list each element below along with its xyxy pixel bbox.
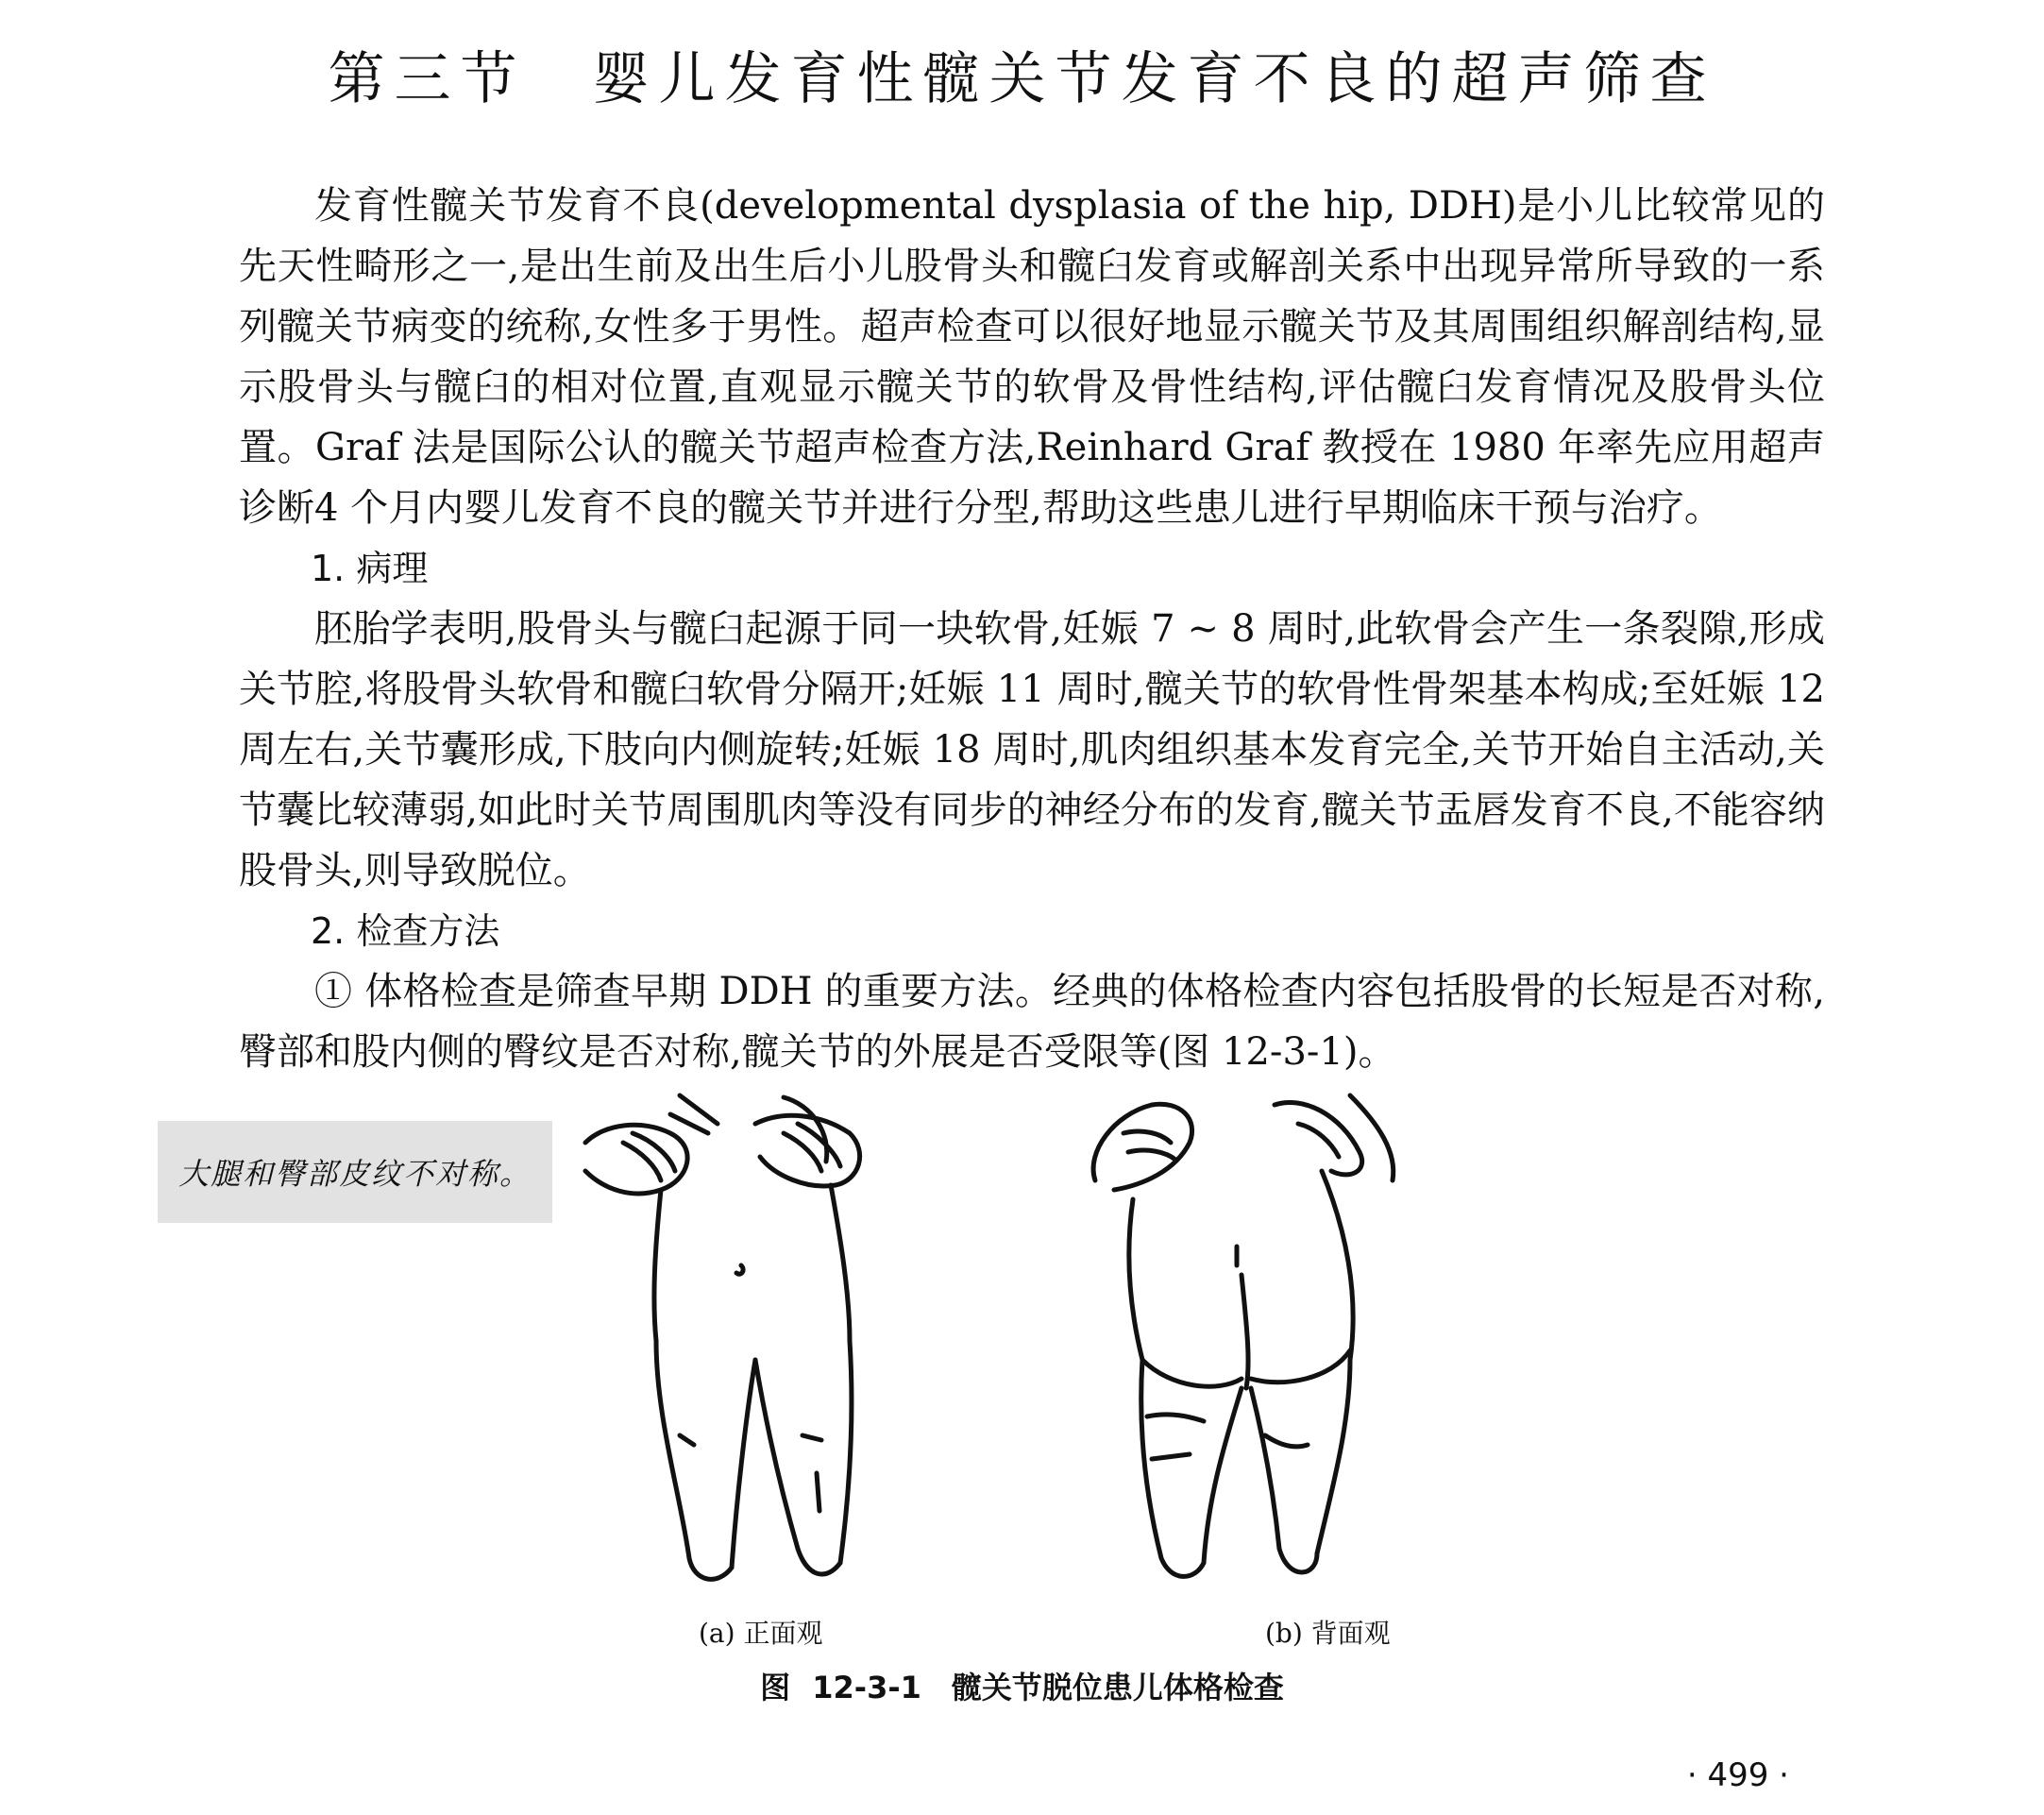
side-note: 大腿和臀部皮纹不对称。 — [158, 1121, 552, 1223]
figure-sub-caption-a: (a) 正面观 — [699, 1618, 823, 1649]
pathology-paragraph: 胚胎学表明,股骨头与髋臼起源于同一块软骨,妊娠 7 ~ 8 周时,此软骨会产生一条裂隙,形成关节腔,将股骨头软骨和髋臼软骨分隔开;妊娠 11 周时,髋关节的软骨性骨架基本构成;至妊娠 12 周左右,关节囊形成,下肢向内侧旋转;妊娠 18 周时,肌肉组织基本发育完全,关节开始自主活动,关节囊比较薄弱,如此时关节周围肌肉等没有同步的神经分布的发育,髋关节盂唇发育不良,不能容纳股骨头,则导致脱位。 — [239, 607, 1825, 892]
page-number: · 499 · — [1686, 1756, 1789, 1794]
infant-illustration — [566, 1077, 1501, 1605]
infant-back-view — [1093, 1095, 1394, 1576]
figure-caption: 图 12-3-1 髋关节脱位患儿体格检查 — [760, 1670, 1284, 1705]
section-heading-pathology: 1. 病理 — [311, 548, 429, 589]
intro-paragraph: 发育性髋关节发育不良(developmental dysplasia of the hip, DDH)是小儿比较常见的先天性畸形之一,是出生前及出生后小儿股骨头和髋臼发育或解剖关系中出现异常所导致的一系列髋关节病变的统称,女性多于男性。超声检查可以很好地显示髋关节及其周围组织解剖结构,显示股骨头与髋臼的相对位置,直观显示髋关节的软骨及骨性结构,评估髋臼发育情况及股骨头位置。Graf 法是国际公认的髋关节超声检查方法,Reinhard Graf 教授在 1980 年率先应用超声诊断4 个月内婴儿发育不良的髋关节并进行分型,帮助这些患儿进行早期临床干预与治疗。 — [239, 184, 1825, 530]
infant-front-view — [585, 1095, 860, 1579]
method-paragraph: ① 体格检查是筛查早期 DDH 的重要方法。经典的体格检查内容包括股骨的长短是否对称,臀部和股内侧的臀纹是否对称,髋关节的外展是否受限等(图 12-3-1)。 — [239, 970, 1825, 1074]
page-title: 第三节 婴儿发育性髋关节发育不良的超声筛查 — [328, 46, 1716, 112]
figure-sub-caption-b: (b) 背面观 — [1265, 1618, 1391, 1649]
figure-12-3-1 — [566, 1077, 1501, 1662]
body-text — [239, 176, 1825, 1082]
section-heading-method: 2. 检查方法 — [311, 910, 500, 952]
